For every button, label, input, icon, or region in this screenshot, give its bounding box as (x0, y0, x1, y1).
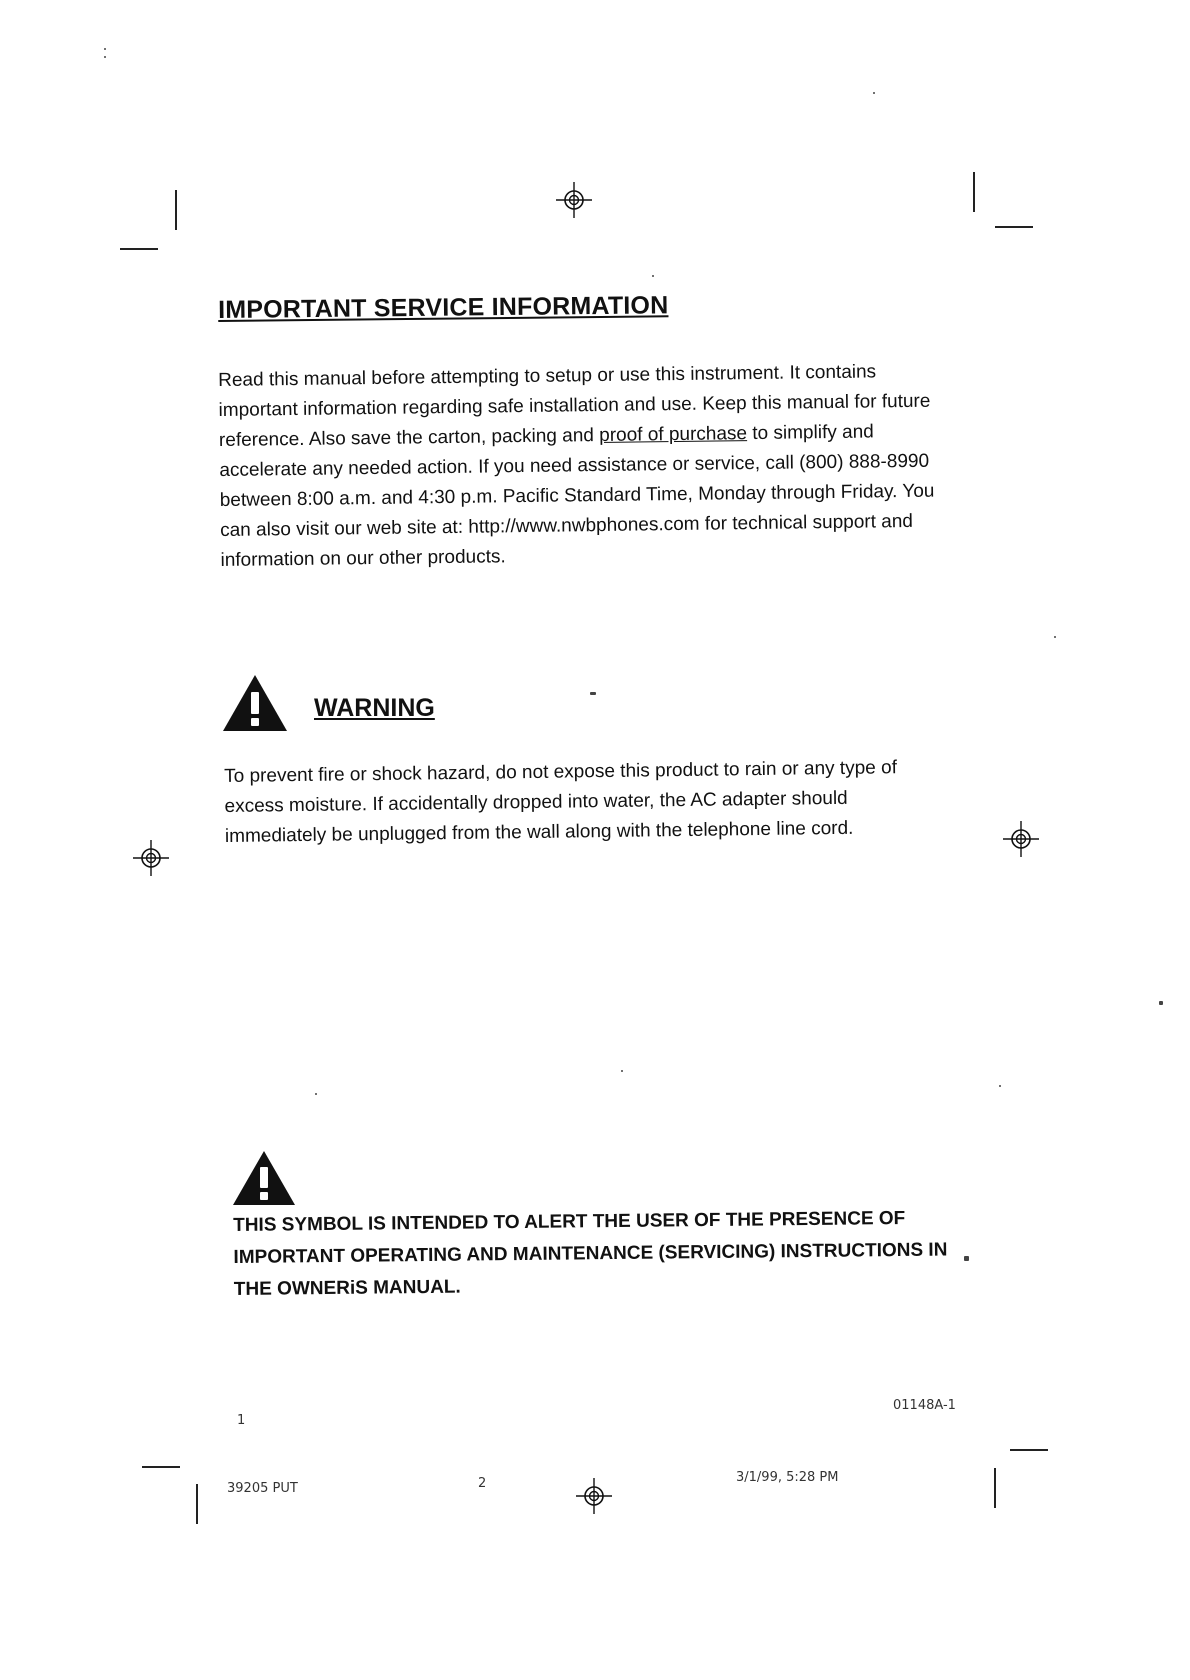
scan-speck (999, 1085, 1001, 1087)
crop-mark-bottom-left-horizontal (142, 1466, 180, 1468)
slug-page-number: 2 (478, 1476, 487, 1491)
crop-mark-bottom-left-vertical (196, 1484, 198, 1524)
registration-mark-icon (554, 180, 594, 220)
scan-speck (652, 275, 654, 277)
crop-mark-bottom-right-horizontal (1010, 1449, 1048, 1451)
warning-paragraph (224, 753, 947, 852)
scan-speck (873, 92, 875, 94)
scan-speck (964, 1256, 969, 1261)
registration-mark-icon (574, 1476, 614, 1516)
scan-speck (1054, 636, 1056, 638)
crop-mark-top-right-horizontal (995, 226, 1033, 228)
document-code: 01148A-1 (893, 1398, 956, 1413)
page-title: IMPORTANT SERVICE INFORMATION (218, 291, 669, 324)
scan-speck (621, 1070, 623, 1072)
crop-mark-top-right-vertical (973, 172, 975, 212)
crop-mark-bottom-right-vertical (994, 1468, 996, 1508)
scan-speck (1159, 1001, 1163, 1005)
crop-mark-top-left-vertical (175, 190, 177, 230)
scan-speck (104, 48, 106, 50)
scan-speck (315, 1093, 317, 1095)
warning-triangle-icon (232, 1150, 296, 1206)
registration-mark-icon (1001, 819, 1041, 859)
slug-date: 3/1/99, 5:28 PM (736, 1470, 839, 1485)
slug-filename: 39205 PUT (227, 1481, 298, 1496)
page-number: 1 (237, 1413, 246, 1428)
service-text-intro: Read this manual before attempting to setup or use this instrument. It contains important information regarding safe installation and use. Keep this manual for future reference. Also save the carton, packing and (218, 361, 931, 451)
warning-text: To prevent fire or shock hazard, do not expose this product to rain or any type of excess moisture. If accidentally dropped into water, the AC adapter should immediately be unplugged from the wall along with the telephone line cord. (224, 757, 898, 847)
warning-triangle-icon (222, 674, 288, 732)
service-paragraph (218, 357, 943, 576)
proof-of-purchase-text: proof of purchase (599, 423, 748, 447)
symbol-notice: THIS SYMBOL IS INTENDED TO ALERT THE USER OF THE PRESENCE OF IMPORTANT OPERATING AND MAINTENANCE (SERVICING) INSTRUCTIONS IN THE OWNERiS MANUAL. (233, 1207, 948, 1300)
registration-mark-icon (131, 838, 171, 878)
warning-heading: WARNING (314, 694, 435, 722)
scan-speck (104, 56, 106, 58)
crop-mark-top-left-horizontal (120, 248, 158, 250)
service-text-rest: to simplify and accelerate any needed action. If you need assistance or service, call (800) 888-8990 between 8:00 a.m. and 4:30 p.m. Pacific Standard Time, Monday through Friday. You can also visit our web site at: http://www.nwbphones.com for technical support and information on our other products. (219, 421, 935, 571)
scan-speck (590, 692, 596, 695)
